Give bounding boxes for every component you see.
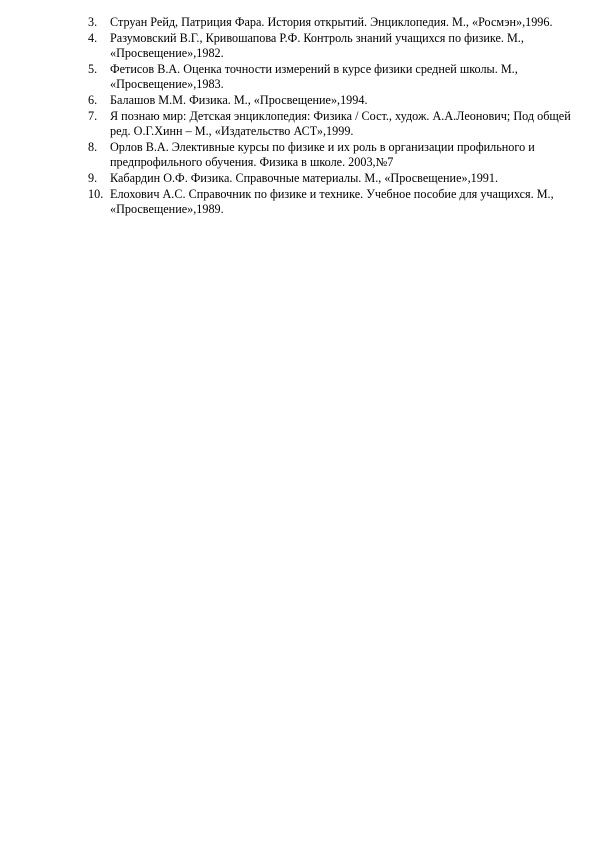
reference-item — [88, 109, 578, 140]
reference-text: Струан Рейд, Патриция Фара. История открытий. Энциклопедия. М., «Росмэн»,1996. — [110, 15, 553, 29]
reference-text: Орлов В.А. Элективные курсы по физике и их роль в организации профильного и предпрофильного обучения. Физика в школе. 2003,№7 — [110, 139, 535, 170]
reference-text: Елохович А.С. Справочник по физике и технике. Учебное пособие для учащихся. М., «Просвещение»,1989. — [110, 186, 554, 217]
reference-item — [88, 140, 578, 171]
reference-number: 7. — [88, 108, 98, 123]
reference-item — [88, 187, 578, 218]
reference-number: 3. — [88, 15, 98, 29]
reference-item — [88, 31, 578, 62]
reference-number: 10. — [88, 186, 104, 201]
reference-number: 6. — [88, 92, 98, 107]
reference-number: 5. — [88, 61, 98, 76]
reference-text: Я познаю мир: Детская энциклопедия: Физика / Сост., худож. А.А.Леонович; Под общей ред. О.Г.Хинн – М., «Издательство АСТ»,1999. — [110, 108, 571, 139]
reference-text: Кабардин О.Ф. Физика. Справочные материалы. М., «Просвещение»,1991. — [110, 170, 499, 185]
reference-item — [88, 171, 578, 187]
reference-number: 8. — [88, 139, 98, 154]
reference-number: 9. — [88, 170, 98, 185]
reference-item — [88, 15, 578, 31]
reference-list — [88, 15, 578, 218]
reference-item — [88, 62, 578, 93]
reference-text: Фетисов В.А. Оценка точности измерений в курсе физики средней школы. М., «Просвещение»,1983. — [110, 61, 518, 92]
reference-number: 4. — [88, 30, 98, 45]
reference-item — [88, 93, 578, 109]
reference-text: Разумовский В.Г., Кривошапова Р.Ф. Контроль знаний учащихся по физике. М., «Просвещение»,1982. — [110, 30, 524, 61]
reference-text: Балашов М.М. Физика. М., «Просвещение»,1994. — [110, 92, 368, 107]
